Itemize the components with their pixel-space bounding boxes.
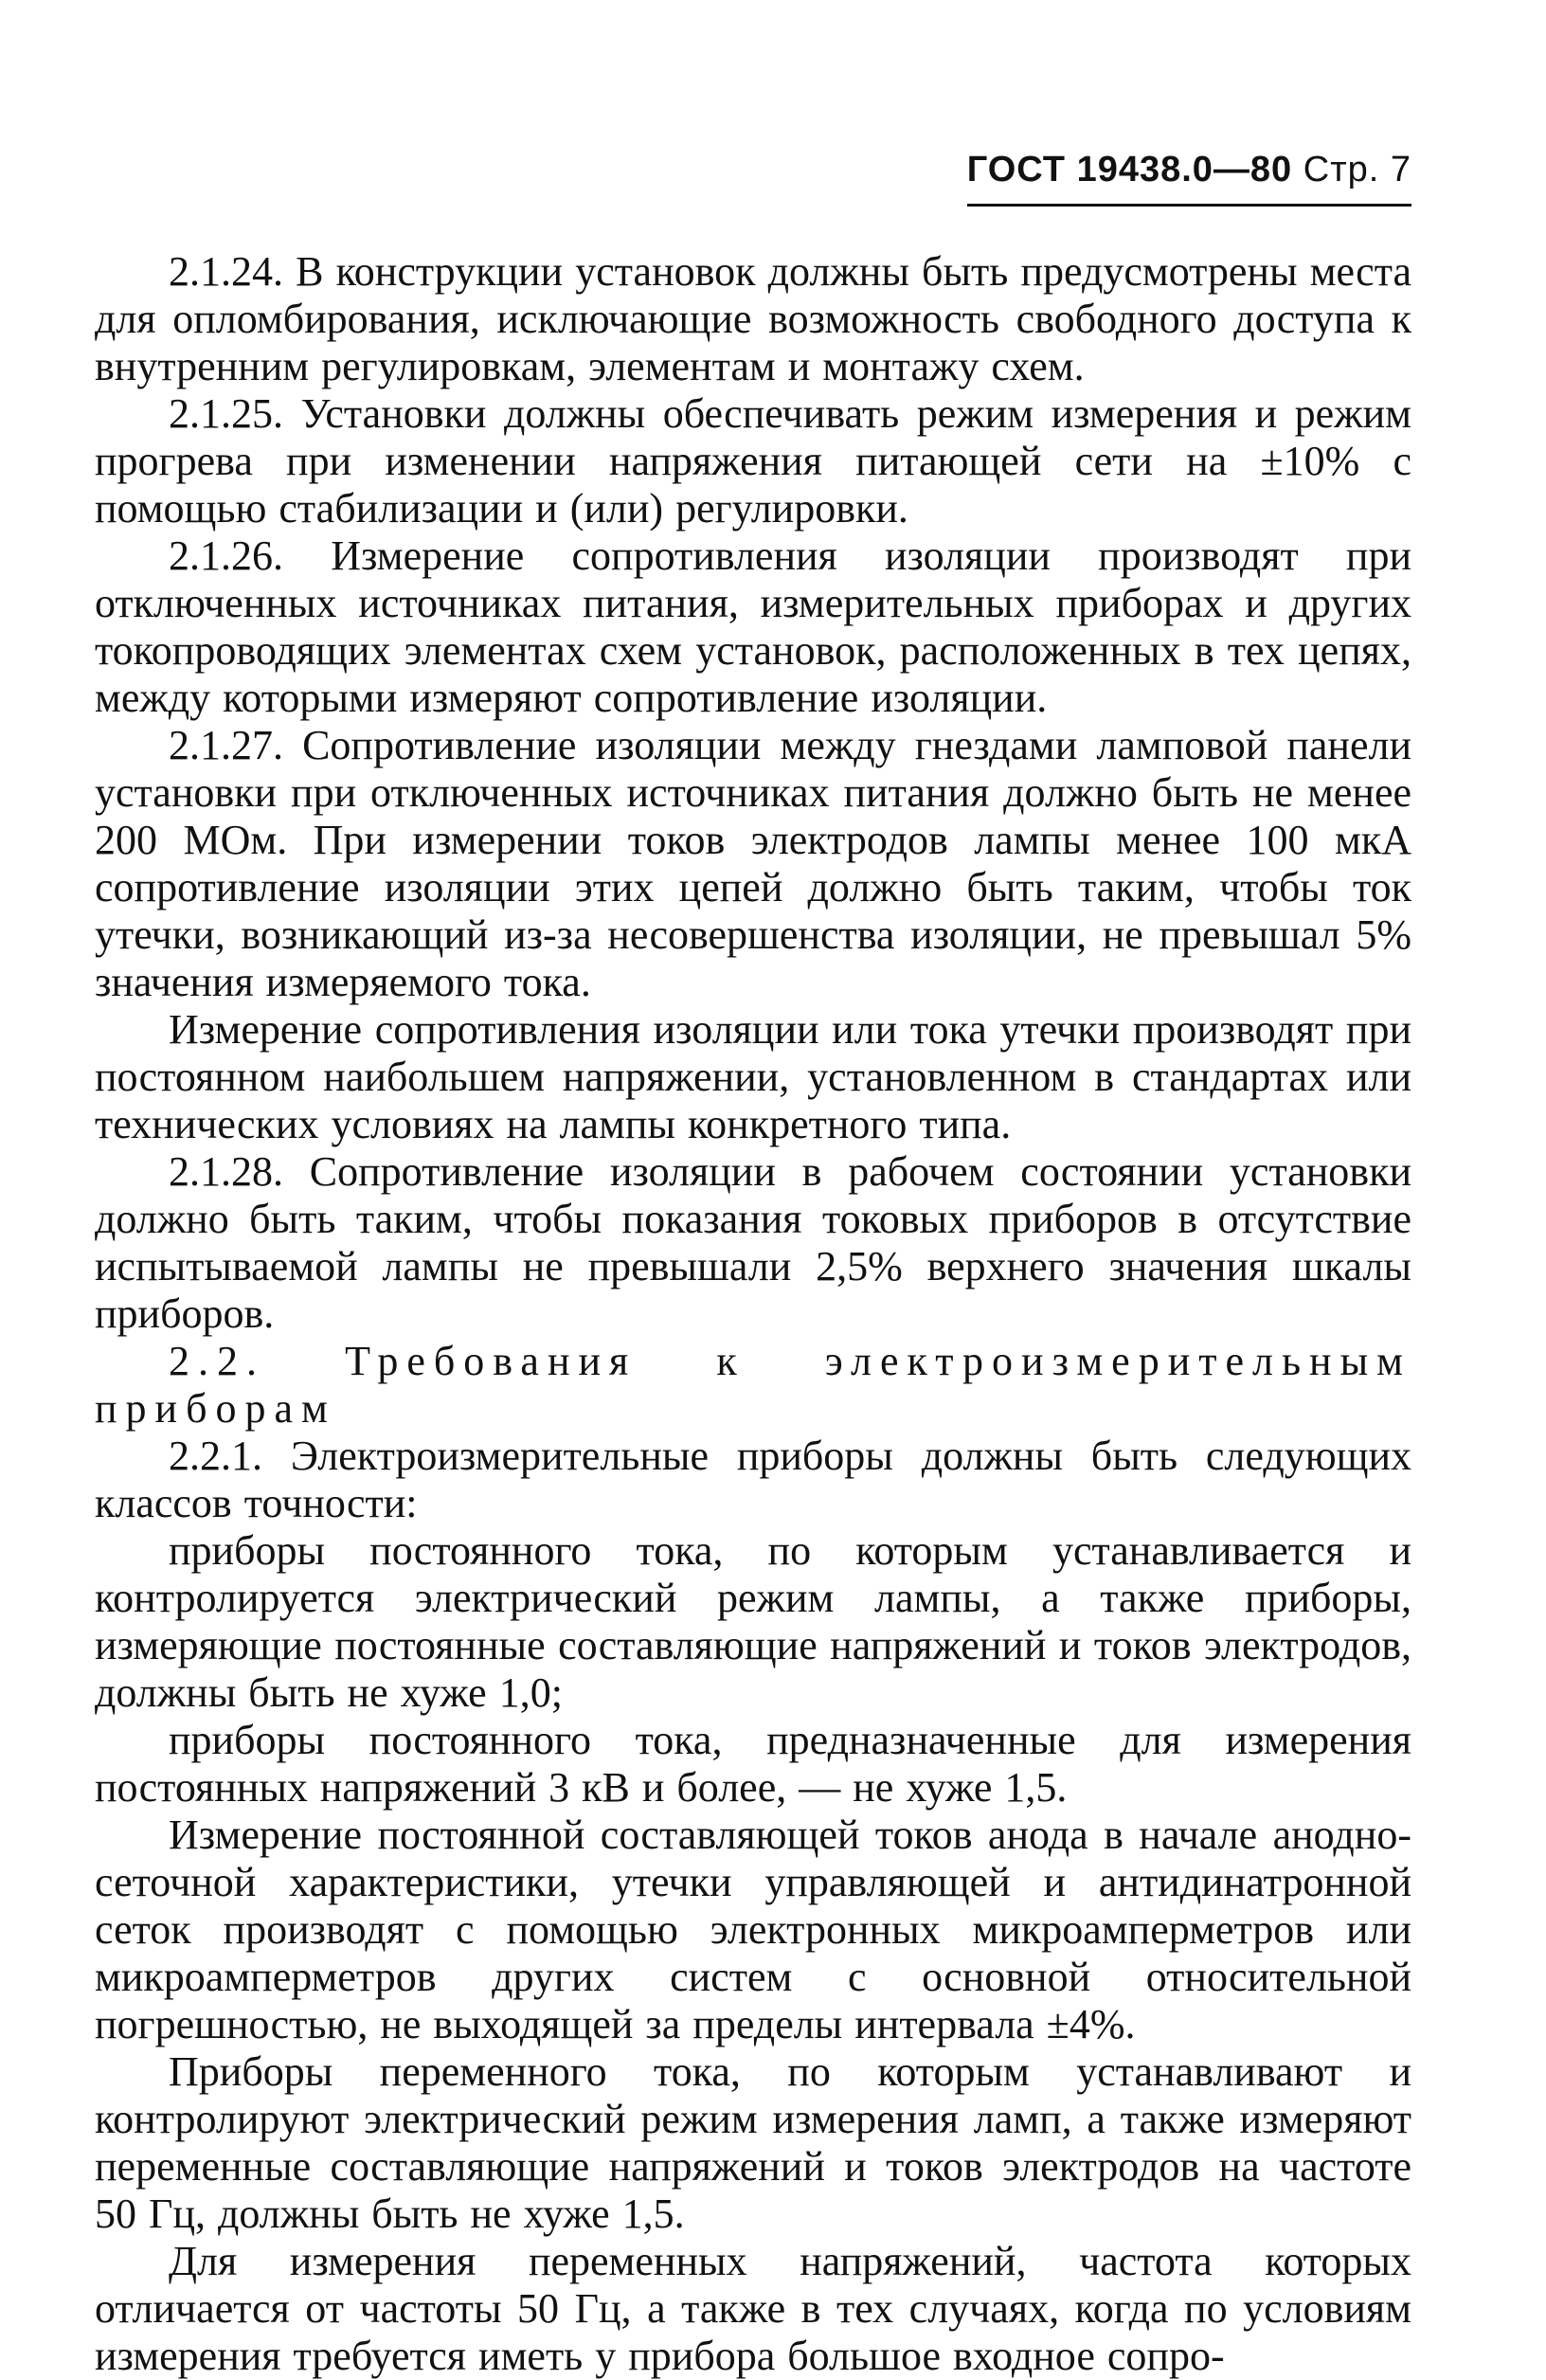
clause-2-1-28: 2.1.28. Сопротивление изоляции в рабочем состоянии установки должно быть таким, чтобы показания токовых приборов в отсутствие испытываемой лампы не превышали 2,5% верхнего значения шкалы приборов. [95,1148,1411,1337]
header-rule [967,150,1411,207]
list-item-dc-instruments: приборы постоянного тока, по которым устанавливается и контролируется электрический режим лампы, а также приборы, измеряющие постоянные составляющие напряжений и токов электродов, должны быть не хуже 1,0; [95,1527,1411,1716]
page-number: Стр. 7 [1303,150,1411,189]
document-body [95,248,1411,2380]
clause-2-2-1: 2.2.1. Электроизмерительные приборы должны быть следующих классов точности: [95,1433,1411,1526]
document-code: ГОСТ 19438.0—80 [966,150,1293,189]
paragraph-anode-current-measurement: Измерение постоянной составляющей токов анода в начале анодно-сеточной характеристики, утечки управляющей и антидинатронной сеток производят с помощью электронных микроамперметров или микроамперметров других систем с основной относительной погрешностью, не выходящей за пределы интервала ±4%. [95,1812,1411,2047]
clause-2-1-27: 2.1.27. Сопротивление изоляции между гнездами ламповой панели установки при отключенных источниках питания должно быть не менее 200 МОм. При измерении токов электродов лампы менее 100 мкА сопротивление изоляции этих цепей должно быть таким, чтобы ток утечки, возникающий из-за несовершенства изоляции, не превышал 5% значения измеряемого тока. [95,722,1411,1005]
paragraph-ac-voltage-measurement: Для измерения переменных напряжений, частота которых отличается от частоты 50 Гц, а также в тех случаях, когда по условиям измерения требуется иметь у прибора большое входное сопро- [95,2238,1411,2379]
paragraph-ac-instruments: Приборы переменного тока, по которым устанавливают и контролируют электрический режим измерения ламп, а также измеряют переменные составляющие напряжений и токов электродов на частоте 50 Гц, должны быть не хуже 1,5. [95,2048,1411,2237]
clause-2-1-27-continuation: Измерение сопротивления изоляции или тока утечки производят при постоянном наибольшем напряжении, установленном в стандартах или технических условиях на лампы конкретного типа. [95,1006,1411,1147]
clause-2-1-25: 2.1.25. Установки должны обеспечивать режим измерения и режим прогрева при изменении напряжения питающей сети на ±10% с помощью стабилизации и (или) регулировки. [95,390,1411,532]
section-heading-2-2: 2.2. Требования к электроизмерительным приборам [95,1338,1411,1432]
clause-2-1-26: 2.1.26. Измерение сопротивления изоляции производят при отключенных источниках питания, измерительных приборах и других токопроводящих элементах схем установок, расположенных в тех цепях, между которыми измеряют сопротивление изоляции. [95,532,1411,721]
clause-2-1-24: 2.1.24. В конструкции установок должны быть предусмотрены места для опломбирования, исключающие возможность свободного доступа к внутренним регулировкам, элементам и монтажу схем. [95,248,1411,389]
page-header [967,150,1411,207]
list-item-high-voltage-instruments: приборы постоянного тока, предназначенные для измерения постоянных напряжений 3 кВ и более, — не хуже 1,5. [95,1717,1411,1811]
